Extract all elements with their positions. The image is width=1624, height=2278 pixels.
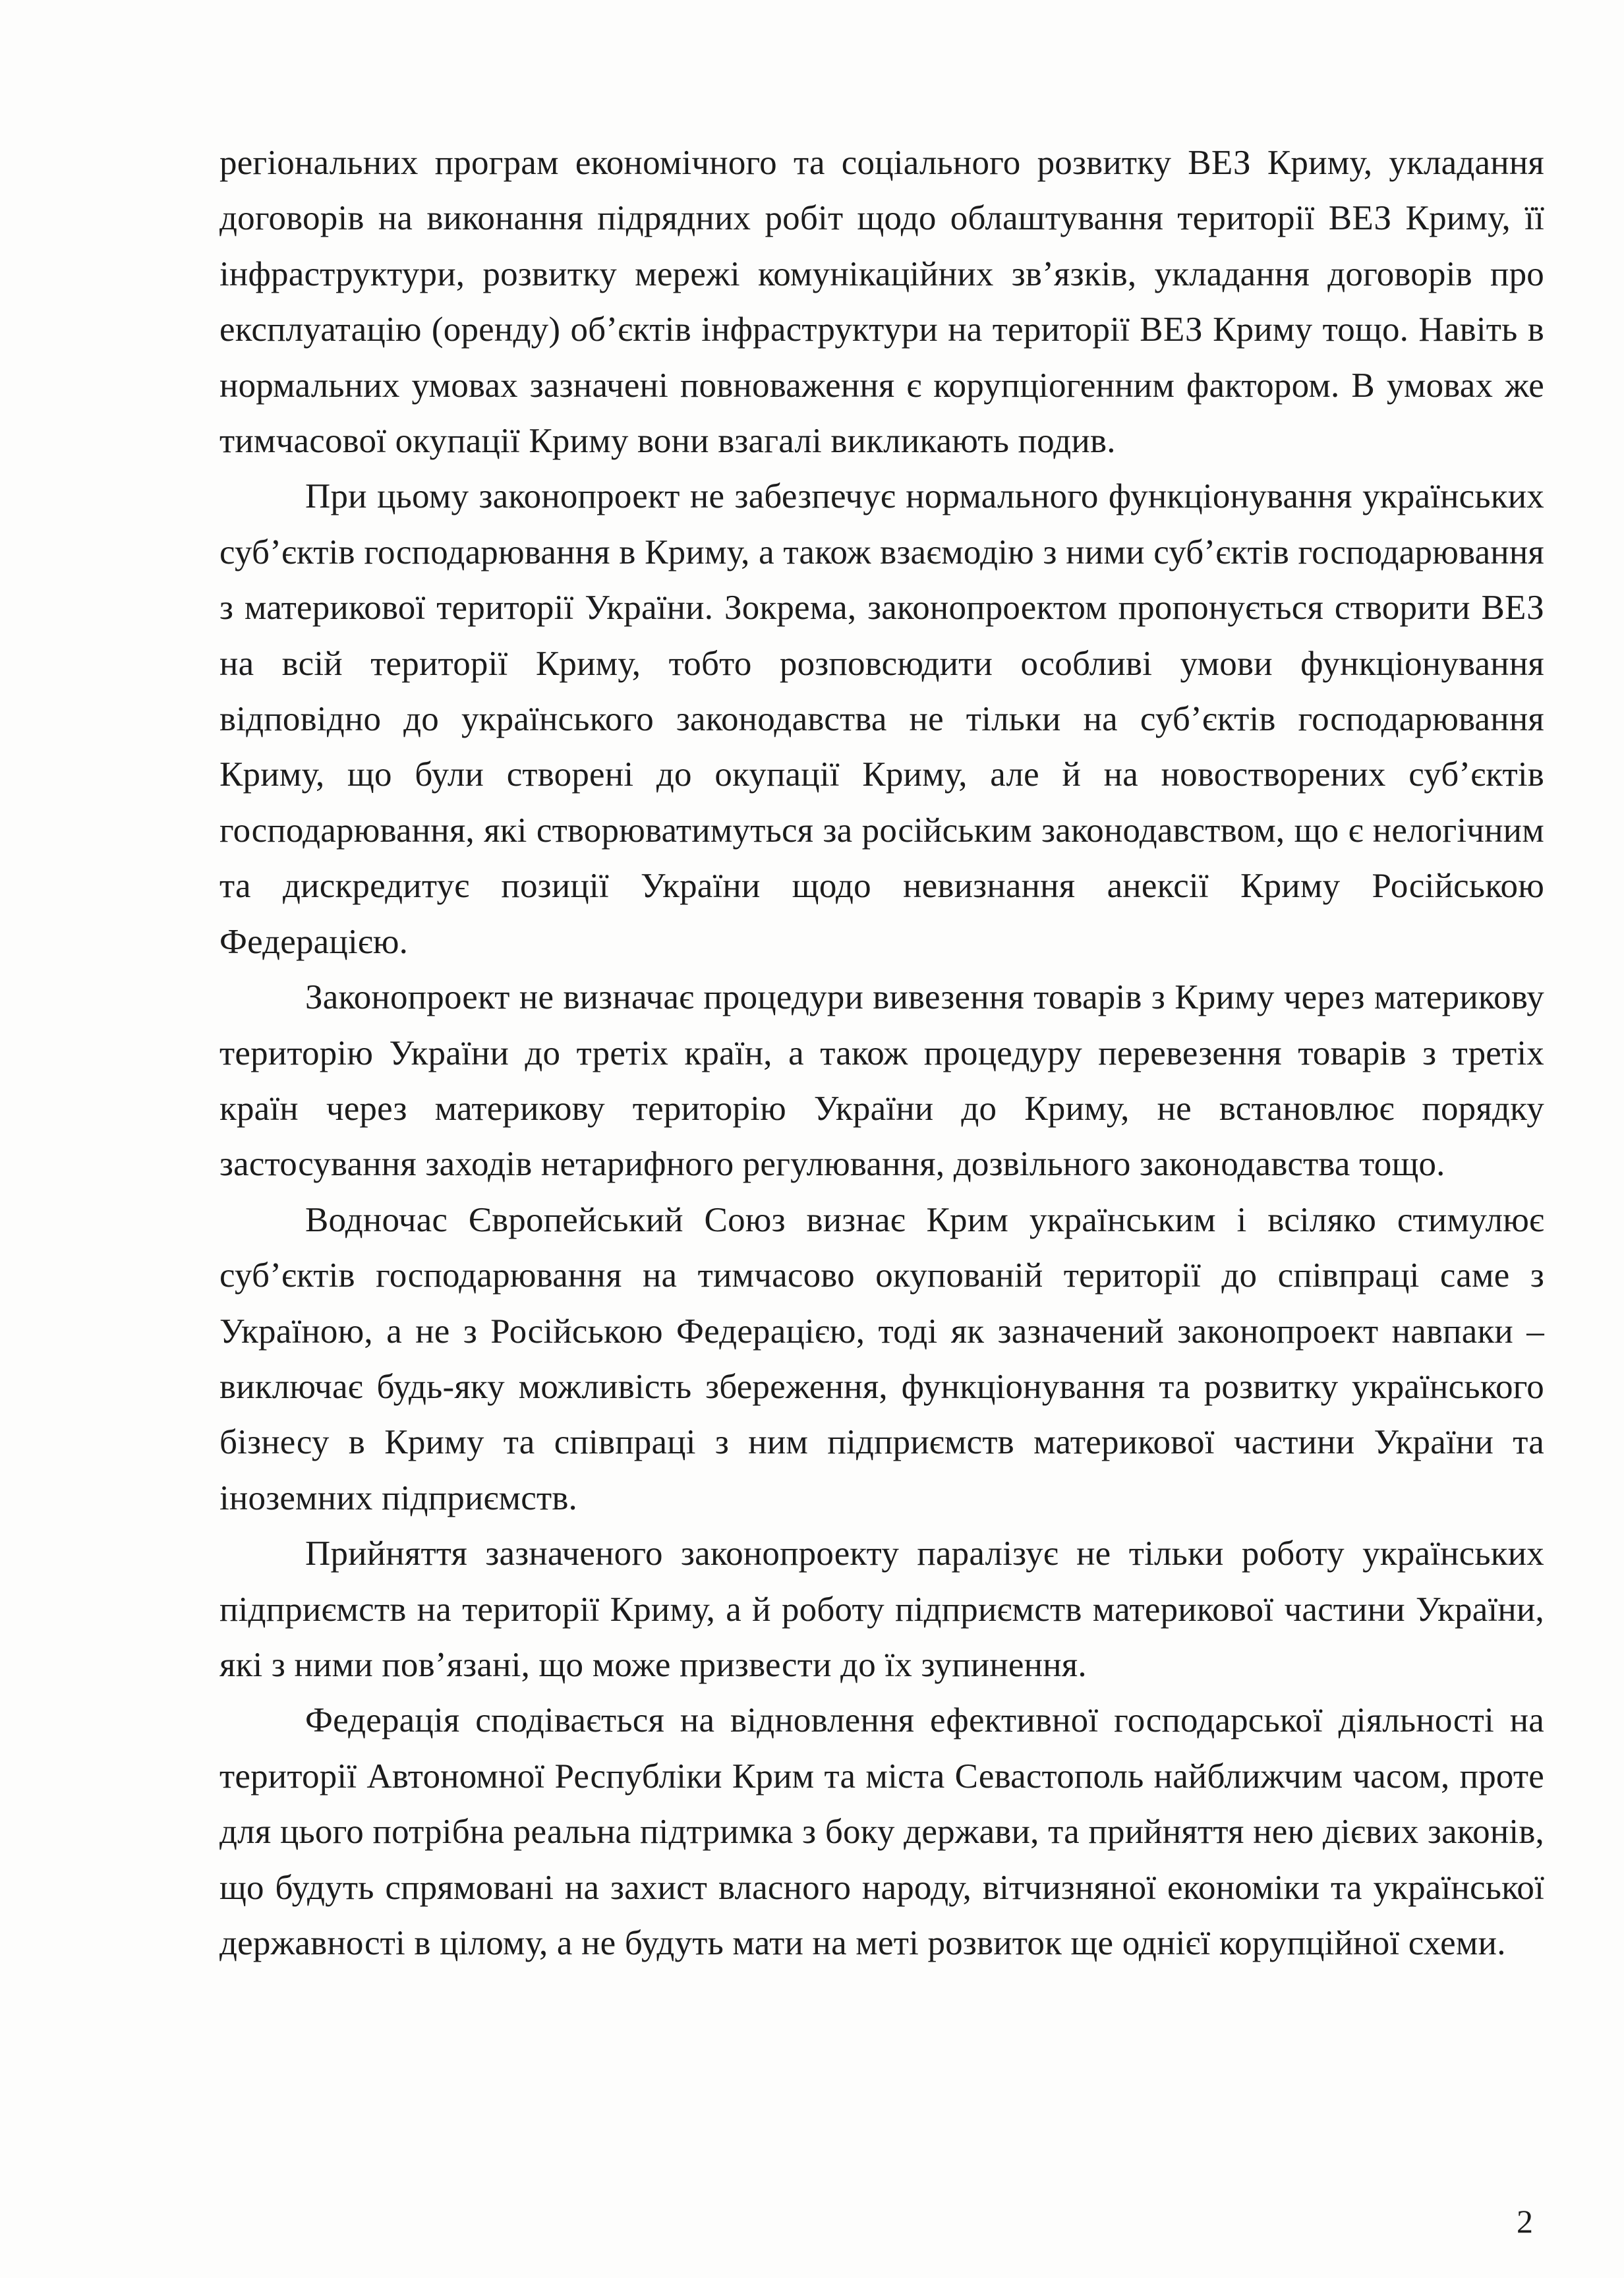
paragraph-federation: Федерація сподівається на відновлення ефективної господарської діяльності на території Автономної Республіки Крим та міста Севастополь найближчим часом, проте для цього потрібна реальна підтримка з боку держави, та прийняття нею дієвих законів, що будуть спрямовані на захист власного народу, вітчизняної економіки та української державності в цілому, а не будуть мати на меті розвиток ще однієї корупційної схеми. [219, 1701, 1544, 1962]
paragraph-procedures: Законопроект не визначає процедури вивезення товарів з Криму через материкову територію України до третіх країн, а також процедуру перевезення товарів з третіх країн через материкову територію України до Криму, не встановлює порядку застосування заходів нетарифного регулювання, дозвільного законодавства тощо. [219, 978, 1544, 1184]
page-number: 2 [1517, 2203, 1533, 2240]
paragraph-adoption: Прийняття зазначеного законопроекту паралізує не тільки роботу українських підприємств на території Криму, а й роботу підприємств материкової частини України, які з ними пов’язані, що може призвести до їх зупинення. [219, 1534, 1544, 1684]
document-body [219, 135, 1544, 1971]
paragraph-european-union: Водночас Європейський Союз визнає Крим українським і всіляко стимулює суб’єктів господарювання на тимчасово окупованій території до співпраці саме з Україною, а не з Російською Федерацією, тоді як зазначений законопроект навпаки – виключає будь-яку можливість збереження, функціонування та розвитку українського бізнесу в Криму та співпраці з ним підприємств материкової частини України та іноземних підприємств. [219, 1200, 1544, 1517]
paragraph-functioning: При цьому законопроект не забезпечує нормального функціонування українських суб’єктів господарювання в Криму, а також взаємодію з ними суб’єктів господарювання з материкової території України. Зокрема, законопроектом пропонується створити ВЕЗ на всій території Криму, тобто розповсюдити особливі умови функціонування відповідно до українського законодавства не тільки на суб’єктів господарювання Криму, що були створені до окупації Криму, але й на новостворених суб’єктів господарювання, які створюватимуться за російським законодавством, що є нелогічним та дискредитує позиції України щодо невизнання анексії Криму Російською Федерацією. [219, 477, 1544, 961]
paragraph-continuation: регіональних програм економічного та соціального розвитку ВЕЗ Криму, укладання договорів на виконання підрядних робіт щодо облаштування території ВЕЗ Криму, її інфраструктури, розвитку мережі комунікаційних зв’язків, укладання договорів про експлуатацію (оренду) об’єктів інфраструктури на території ВЕЗ Криму тощо. Навіть в нормальних умовах зазначені повноваження є корупціогенним фактором. В умовах же тимчасової окупації Криму вони взагалі викликають подив. [219, 144, 1544, 461]
